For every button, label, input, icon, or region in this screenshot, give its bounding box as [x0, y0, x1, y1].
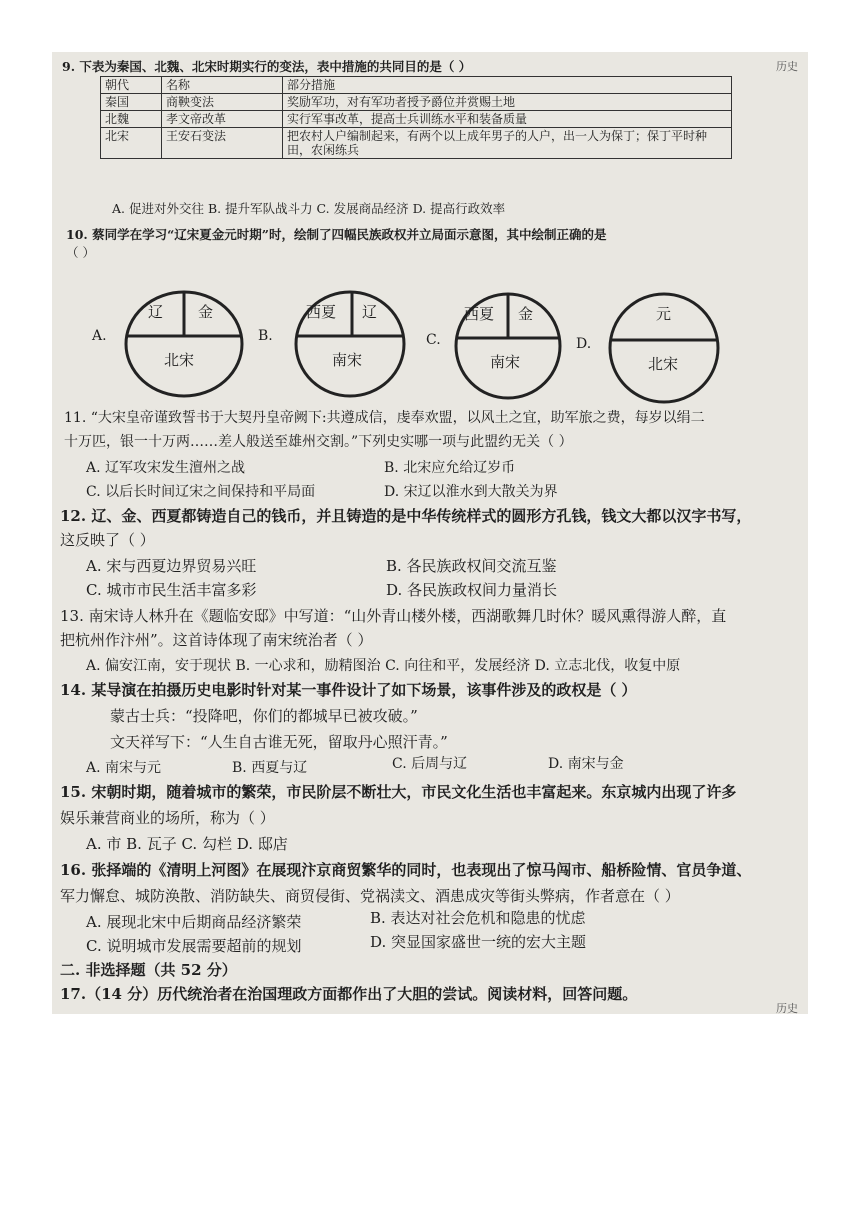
q16-option-a: A. 展现北宋中后期商品经济繁荣 [86, 913, 302, 931]
diagram-c-top-right: 金 [518, 305, 534, 323]
table-header-cell: 名称 [162, 77, 283, 94]
exam-sheet [52, 52, 808, 1014]
q17-stem: 17.（14 分）历代统治者在治国理政方面都作出了大胆的尝试。阅读材料，回答问题。 [60, 985, 638, 1003]
q12-option-c: C. 城市市民生活丰富多彩 [86, 581, 257, 599]
q11-option-c: C. 以后长时间辽宋之间保持和平局面 [86, 484, 316, 500]
table-cell: 王安石变法 [162, 128, 283, 159]
diagram-a-letter: A. [92, 328, 107, 344]
q16-line1: 16. 张择端的《清明上河图》在展现汴京商贸繁华的同时，也表现出了惊马闯市、船桥险情、官员争道、 [60, 861, 752, 879]
q12-line1: 12. 辽、金、西夏都铸造自己的钱币，并且铸造的是中华传统样式的圆形方孔钱，钱文大都以汉字书写， [60, 507, 752, 525]
q11-line2: 十万匹，银一十万两……差人般送至雄州交割。”下列史实哪一项与此盟约无关（ ） [64, 434, 573, 450]
q16-option-d: D. 突显国家盛世一统的宏大主题 [370, 933, 587, 951]
q14-option-c: C. 后周与辽 [392, 756, 468, 772]
diagram-b-letter: B. [258, 328, 273, 344]
q9-options: A. 促进对外交往 B. 提升军队战斗力 C. 发展商品经济 D. 提高行政效率 [112, 201, 506, 216]
q9-stem: 9. 下表为秦国、北魏、北宋时期实行的变法，表中措施的共同目的是（ ） [62, 59, 472, 74]
q16-line2: 军力懈怠、城防涣散、消防缺失、商贸侵街、党祸渎文、酒患成灾等街头弊病，作者意在（ ） [60, 887, 680, 905]
table-header-row [101, 77, 732, 94]
diagram-d-bottom: 北宋 [648, 355, 679, 373]
q14-option-d: D. 南宋与金 [548, 756, 624, 772]
table-cell: 秦国 [101, 94, 162, 111]
page-header-subject: 历史 [776, 60, 798, 73]
q10-answer-paren: （ ） [66, 245, 95, 260]
diagram-c-top-left: 西夏 [464, 305, 495, 323]
q9-reform-table [100, 76, 732, 159]
q13-options: A. 偏安江南，安于现状 B. 一心求和，励精图治 C. 向往和平，发展经济 D. 立志北伐，收复中原 [86, 658, 681, 674]
q12-option-a: A. 宋与西夏边界贸易兴旺 [86, 557, 257, 575]
diagram-b-bottom: 南宋 [332, 351, 363, 369]
q11-option-b: B. 北宋应允给辽岁币 [384, 460, 516, 476]
q16-option-b: B. 表达对社会危机和隐患的忧虑 [370, 909, 586, 927]
diagram-b-top-left: 西夏 [306, 303, 337, 321]
page-footer-subject: 历史 [776, 1002, 798, 1014]
table-cell: 奖励军功，对有军功者授予爵位并赏赐土地 [283, 94, 732, 111]
diagram-b-top-right: 辽 [362, 303, 378, 321]
q11-option-d: D. 宋辽以淮水到大散关为界 [384, 484, 558, 500]
q14-line3: 文天祥写下：“人生自古谁无死，留取丹心照汗青。” [110, 733, 448, 751]
q15-line1: 15. 宋朝时期，随着城市的繁荣，市民阶层不断壮大，市民文化生活也丰富起来。东京城内出现了许多 [60, 783, 737, 801]
section-2-title: 二. 非选择题（共 52 分） [60, 961, 237, 979]
q10-stem: 10. 蔡同学在学习“辽宋夏金元时期”时，绘制了四幅民族政权并立局面示意图，其中绘制正确的是 [66, 227, 607, 242]
q13-line2: 把杭州作汴州”。这首诗体现了南宋统治者（ ） [60, 631, 373, 649]
q14-option-a: A. 南宋与元 [86, 760, 162, 776]
diagram-d-top: 元 [656, 305, 672, 323]
table-header-cell: 部分措施 [283, 77, 732, 94]
table-cell: 把农村人户编制起来，有两个以上成年男子的人户，出一人为保丁；保丁平时种田，农闲练兵 [283, 128, 732, 159]
q14-line2: 蒙古士兵：“投降吧，你们的都城早已被攻破。” [110, 707, 418, 725]
table-cell: 商鞅变法 [162, 94, 283, 111]
table-row [101, 94, 732, 111]
diagram-d [606, 290, 722, 406]
diagram-c-letter: C. [426, 332, 441, 348]
diagram-a-top-left: 辽 [148, 303, 164, 321]
exam-paper-photo [52, 52, 808, 1014]
table-cell: 北魏 [101, 111, 162, 128]
diagram-c [452, 290, 564, 402]
q15-line2: 娱乐兼营商业的场所，称为（ ） [60, 809, 275, 827]
table-header-cell: 朝代 [101, 77, 162, 94]
diagram-b [292, 288, 408, 400]
diagram-a [122, 288, 246, 400]
table-cell: 孝文帝改革 [162, 111, 283, 128]
q14-line1: 14. 某导演在拍摄历史电影时针对某一事件设计了如下场景，该事件涉及的政权是（ ） [60, 681, 637, 699]
diagram-c-bottom: 南宋 [490, 353, 521, 371]
q12-option-b: B. 各民族政权间交流互鉴 [386, 557, 557, 575]
q13-line1: 13. 南宋诗人林升在《题临安邸》中写道：“山外青山楼外楼，西湖歌舞几时休？暖风熏得游人醉，直 [60, 607, 727, 625]
q11-option-a: A. 辽军攻宋发生澶州之战 [86, 460, 246, 476]
table-cell: 实行军事改革，提高士兵训练水平和装备质量 [283, 111, 732, 128]
table-row [101, 128, 732, 159]
q16-option-c: C. 说明城市发展需要超前的规划 [86, 937, 302, 955]
q14-option-b: B. 西夏与辽 [232, 760, 308, 776]
table-row [101, 111, 732, 128]
table-cell: 北宋 [101, 128, 162, 159]
diagram-d-letter: D. [576, 336, 592, 352]
diagram-a-top-right: 金 [198, 303, 214, 321]
diagram-a-bottom: 北宋 [164, 351, 195, 369]
q12-option-d: D. 各民族政权间力量消长 [386, 581, 558, 599]
q11-line1: 11. “大宋皇帝谨致誓书于大契丹皇帝阙下:共遵成信，虔奉欢盟，以风土之宜，助军旅之费，每岁以绢二 [64, 410, 705, 426]
q15-options: A. 市 B. 瓦子 C. 勾栏 D. 邸店 [86, 835, 288, 853]
q12-line2: 这反映了（ ） [60, 531, 155, 549]
